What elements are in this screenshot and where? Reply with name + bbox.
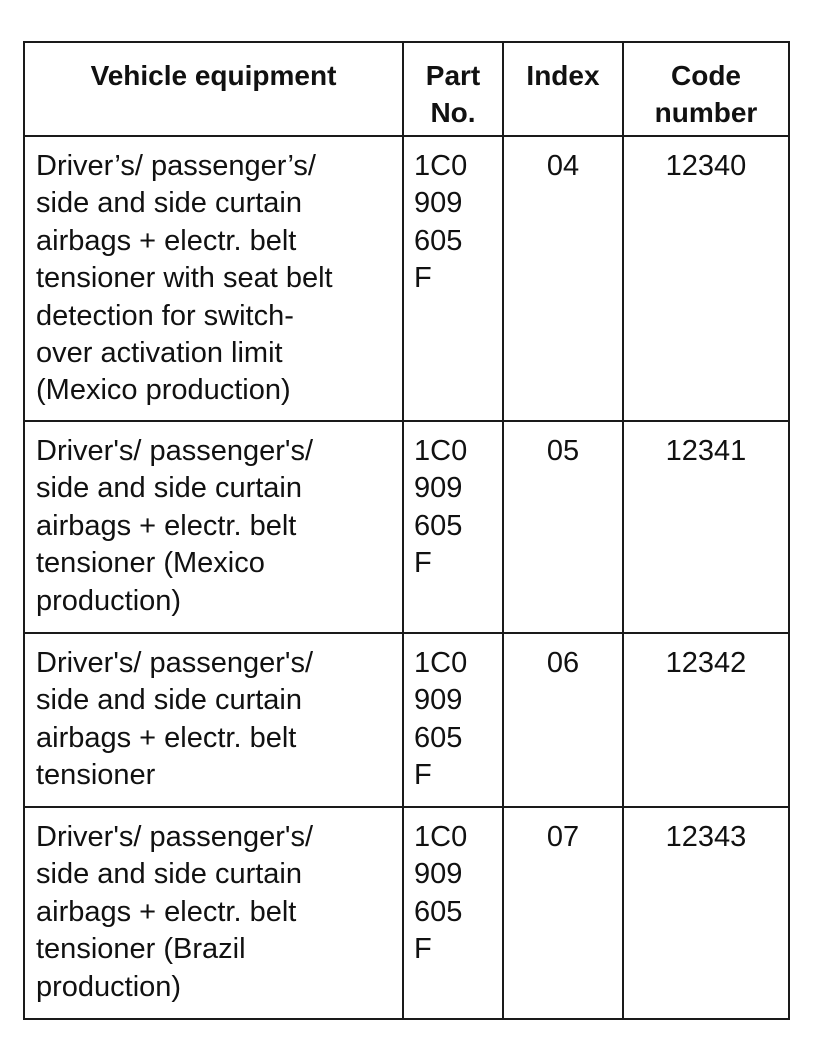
header-code-number-line2: number (654, 97, 758, 128)
header-vehicle-equipment-text: Vehicle equipment (90, 60, 337, 91)
equipment-line: production) (36, 970, 182, 1003)
equipment-line: tensioner (Mexico (36, 547, 265, 580)
equipment-line: side and side curtain (36, 858, 302, 891)
part-no-line: 605 (414, 509, 463, 542)
part-no-line: F (414, 547, 432, 580)
equipment-line: Driver's/ passenger's/ (36, 647, 314, 679)
equipment-line: airbags + electr. belt (36, 721, 297, 754)
part-no-line: 909 (414, 187, 463, 220)
part-no-cell (403, 633, 503, 807)
code-number-cell: 12340 (623, 136, 789, 421)
equipment-line: tensioner with seat belt (36, 262, 333, 295)
equipment-line: airbags + electr. belt (36, 509, 297, 542)
table-row (24, 136, 789, 421)
part-no-cell (403, 421, 503, 633)
table-row (24, 421, 789, 633)
part-no-line: 605 (414, 721, 463, 754)
part-no-line: 909 (414, 472, 463, 505)
part-no-line: 1C0 (414, 435, 468, 467)
parts-code-table (23, 41, 790, 1020)
equipment-line: tensioner (Brazil (36, 933, 246, 966)
equipment-line: (Mexico production) (36, 374, 291, 407)
table-row (24, 807, 789, 1019)
part-no-line: 605 (414, 895, 463, 928)
header-vehicle-equipment (24, 42, 403, 136)
equipment-line: detection for switch- (36, 299, 294, 332)
equipment-line: side and side curtain (36, 472, 302, 505)
index-cell: 07 (503, 807, 623, 1019)
header-part-no-line2: No. (430, 97, 476, 128)
part-no-line: 1C0 (414, 821, 468, 853)
part-no-cell (403, 807, 503, 1019)
part-no-cell (403, 136, 503, 421)
header-index-text: Index (526, 60, 600, 91)
code-number-cell: 12342 (623, 633, 789, 807)
header-code-number (623, 42, 789, 136)
equipment-line: tensioner (36, 759, 156, 792)
part-no-line: 909 (414, 684, 463, 717)
header-code-number-line1: Code (671, 60, 741, 91)
vehicle-equipment-cell (24, 633, 403, 807)
equipment-line: airbags + electr. belt (36, 224, 297, 257)
equipment-line: Driver's/ passenger's/ (36, 435, 314, 467)
equipment-line: production) (36, 584, 182, 617)
table-row (24, 633, 789, 807)
index-cell: 04 (503, 136, 623, 421)
part-no-line: F (414, 262, 432, 295)
vehicle-equipment-cell (24, 807, 403, 1019)
part-no-line: F (414, 759, 432, 792)
equipment-line: side and side curtain (36, 684, 302, 717)
part-no-line: F (414, 933, 432, 966)
code-number-cell: 12341 (623, 421, 789, 633)
vehicle-equipment-cell (24, 421, 403, 633)
vehicle-equipment-cell (24, 136, 403, 421)
header-part-no (403, 42, 503, 136)
code-number-cell: 12343 (623, 807, 789, 1019)
index-cell: 05 (503, 421, 623, 633)
equipment-line: side and side curtain (36, 187, 302, 220)
part-no-line: 1C0 (414, 150, 468, 182)
header-row (24, 42, 789, 136)
header-index (503, 42, 623, 136)
index-cell: 06 (503, 633, 623, 807)
header-part-no-line1: Part (425, 60, 481, 91)
equipment-line: Driver’s/ passenger’s/ (36, 150, 316, 182)
part-no-line: 1C0 (414, 647, 468, 679)
equipment-line: airbags + electr. belt (36, 895, 297, 928)
part-no-line: 605 (414, 224, 463, 257)
equipment-line: Driver's/ passenger's/ (36, 821, 314, 853)
part-no-line: 909 (414, 858, 463, 891)
equipment-line: over activation limit (36, 337, 283, 370)
